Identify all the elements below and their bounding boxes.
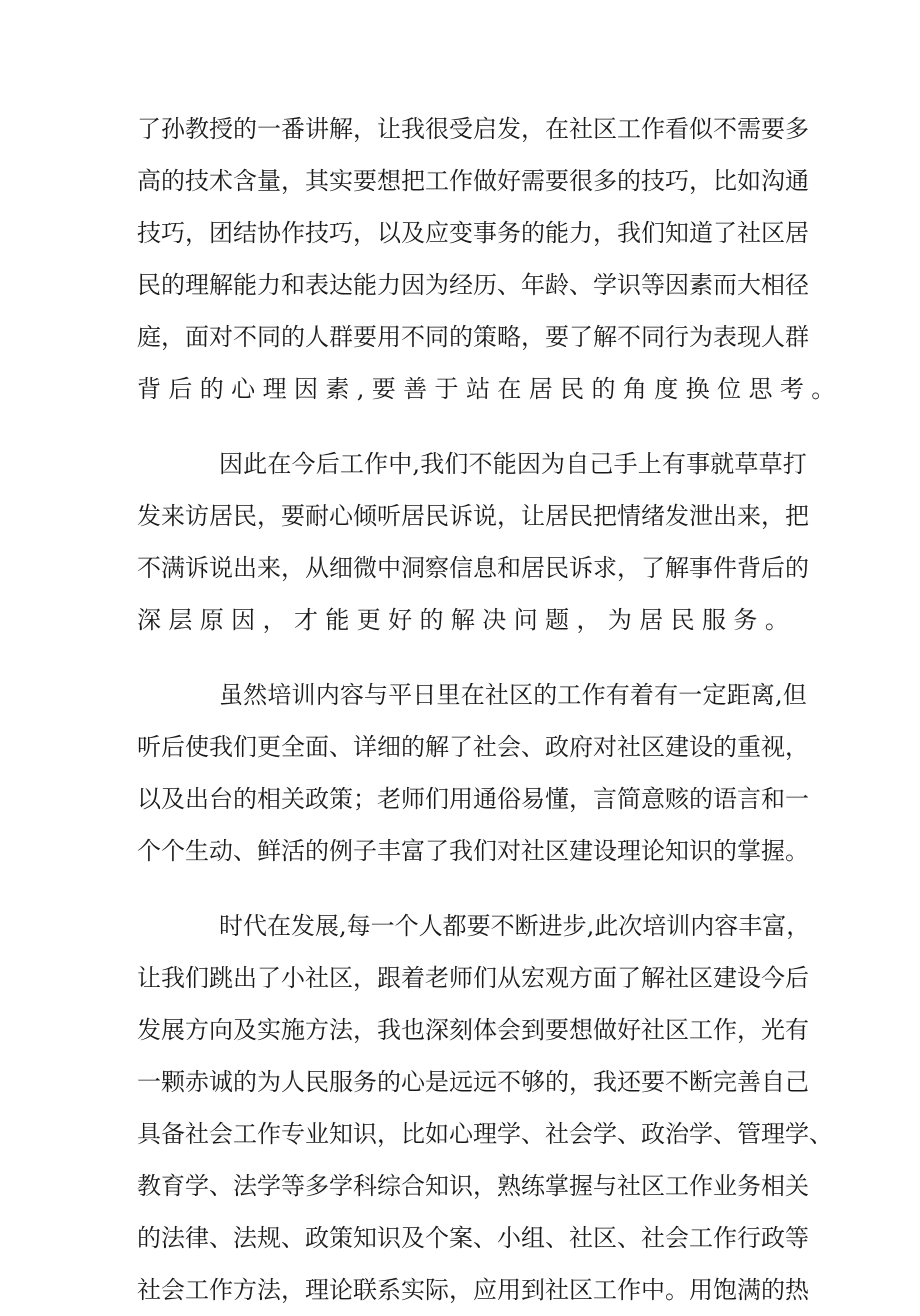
- paragraph-gap: [137, 877, 807, 900]
- text-line: 民 的 理 解 能 力 和 表 达 能 力 因 为 经 历 、 年 龄 、 学 识 等 因 素 而 大 相 径: [137, 271, 809, 299]
- text-line: 个 个 生 动 、 鲜 活 的 例 子 丰 富 了 我 们 对 社 区 建 设 理 论 知 识 的 掌 握 。: [137, 837, 809, 865]
- text-line: 深 层 原 因 ， 才 能 更 好 的 解 决 问 题 ， 为 居 民 服 务 。: [137, 606, 789, 634]
- text-line: 一 颗 赤 诚 的 为 人 民 服 务 的 心 是 远 远 不 够 的 ， 我 还 要 不 断 完 善 自 己: [137, 1068, 809, 1096]
- text-line: 发 展 方 向 及 实 施 方 法 ， 我 也 深 刻 体 会 到 要 想 做 好 社 区 工 作 ， 光 有: [137, 1016, 809, 1044]
- text-line: 具 备 社 会 工 作 专 业 知 识 ， 比 如 心 理 学 、 社 会 学 、 政 治 学 、 管 理 学 、: [137, 1120, 833, 1148]
- text-line: 高 的 技 术 含 量 ， 其 实 要 想 把 工 作 做 好 需 要 很 多 的 技 巧 ， 比 如 沟 通: [137, 167, 809, 195]
- paragraph: [137, 438, 807, 646]
- text-line: 技 巧 ， 团 结 协 作 技 巧 ， 以 及 应 变 事 务 的 能 力 ， 我 们 知 道 了 社 区 居: [137, 219, 809, 247]
- text-line: 背 后 的 心 理 因 素 , 要 善 于 站 在 居 民 的 角 度 换 位 思 考 。: [137, 375, 836, 403]
- paragraph: [137, 669, 807, 877]
- text-line: 发 来 访 居 民 ， 要 耐 心 倾 听 居 民 诉 说 ， 让 居 民 把 情 绪 发 泄 出 来 ， 把: [137, 502, 809, 530]
- text-line: 时 代 在 发 展 , 每 一 个 人 都 要 不 断 进 步 , 此 次 培 训 内 容 丰 富 ，: [219, 912, 811, 940]
- text-line: 了 孙 教 授 的 一 番 讲 解 ， 让 我 很 受 启 发 ， 在 社 区 工 作 看 似 不 需 要 多: [137, 115, 809, 143]
- paragraph-gap: [137, 415, 807, 438]
- paragraph: [137, 900, 833, 1316]
- text-line: 听 后 使 我 们 更 全 面 、 详 细 的 解 了 社 会 、 政 府 对 社 区 建 设 的 重 视 ，: [137, 733, 809, 761]
- text-line: 让 我 们 跳 出 了 小 社 区 ， 跟 着 老 师 们 从 宏 观 方 面 了 解 社 区 建 设 今 后: [137, 964, 809, 992]
- text-line: 虽 然 培 训 内 容 与 平 日 里 在 社 区 的 工 作 有 着 有 一 定 距 离 , 但: [219, 681, 807, 709]
- text-line: 社 会 工 作 方 法 ， 理 论 联 系 实 际 ， 应 用 到 社 区 工 作 中 。 用 饱 满 的 热: [137, 1276, 809, 1304]
- text-line: 庭 ， 面 对 不 同 的 人 群 要 用 不 同 的 策 略 ， 要 了 解 不 同 行 为 表 现 人 群: [137, 323, 809, 351]
- document-page: [137, 103, 836, 1316]
- text-line: 的 法 律 、 法 规 、 政 策 知 识 及 个 案 、 小 组 、 社 区 、 社 会 工 作 行 政 等: [137, 1224, 809, 1252]
- text-line: 不 满 诉 说 出 来 ， 从 细 微 中 洞 察 信 息 和 居 民 诉 求 ， 了 解 事 件 背 后 的: [137, 554, 809, 582]
- text-line: 以 及 出 台 的 相 关 政 策 ； 老 师 们 用 通 俗 易 懂 ， 言 简 意 赅 的 语 言 和 一: [137, 785, 809, 813]
- text-line: 因 此 在 今 后 工 作 中 , 我 们 不 能 因 为 自 己 手 上 有 事 就 草 草 打: [219, 450, 807, 478]
- text-line: 教 育 学 、 法 学 等 多 学 科 综 合 知 识 ， 熟 练 掌 握 与 社 区 工 作 业 务 相 关: [137, 1172, 809, 1200]
- paragraph: [137, 103, 836, 415]
- paragraph-gap: [137, 646, 807, 669]
